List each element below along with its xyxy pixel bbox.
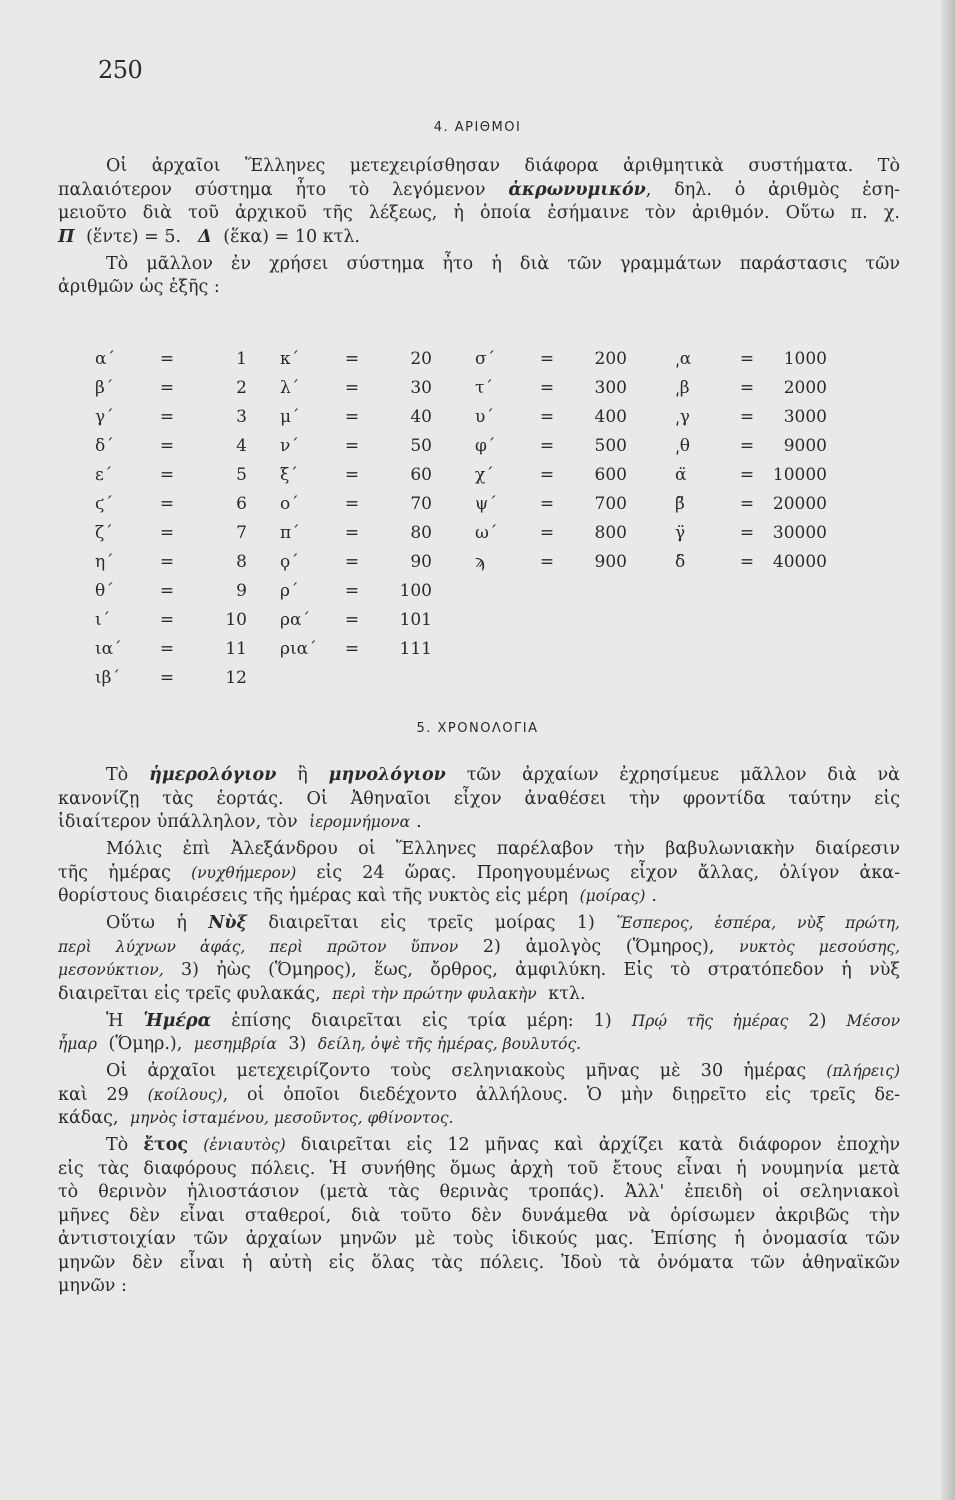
text-segment: διαιρεῖται εἰς 12 μῆνας καὶ ἀρχίζει κατὰ διάφορον ἐποχὴν bbox=[285, 1135, 900, 1155]
numeral-row bbox=[95, 461, 247, 490]
equals-sign: = bbox=[344, 349, 360, 369]
numeral-letter: γ΄ bbox=[95, 407, 114, 427]
numeral-value: 30 bbox=[410, 378, 432, 398]
bold-term: ἔτος bbox=[143, 1135, 189, 1155]
equals-sign: = bbox=[159, 639, 175, 659]
numeral-letter: φ΄ bbox=[475, 436, 496, 456]
numeral-value: 5 bbox=[236, 465, 247, 485]
text-segment: κτλ. bbox=[542, 983, 586, 1004]
italic-term: (νυχθήμερον) bbox=[191, 863, 297, 882]
text-segment: Οὕτω ἡ bbox=[106, 913, 209, 933]
text-segment: τὸ θερινὸν ἡλιοστάσιον (μετὰ τὰς θερινὰς τροπάς). Ἀλλ' ἐπειδὴ οἱ σεληνιακοὶ bbox=[58, 1182, 900, 1202]
equals-sign: = bbox=[739, 494, 755, 514]
numeral-value: 8 bbox=[236, 552, 247, 572]
numeral-value: 10 bbox=[225, 610, 247, 630]
paragraph bbox=[58, 155, 900, 249]
equals-sign: = bbox=[159, 610, 175, 630]
numeral-letter: η΄ bbox=[95, 552, 114, 572]
numeral-value: 50 bbox=[410, 436, 432, 456]
text-segment: Μόλις ἐπὶ Ἀλεξάνδρου οἱ Ἕλληνες παρέλαβον τὴν βαβυλωνιακὴν διαίρεσιν bbox=[106, 839, 900, 859]
equals-sign: = bbox=[344, 465, 360, 485]
numeral-value: 3 bbox=[236, 407, 247, 427]
numeral-row bbox=[280, 490, 432, 519]
numeral-letter: ια΄ bbox=[95, 639, 122, 659]
numeral-value: 900 bbox=[594, 552, 627, 572]
text-segment: διαιρεῖται εἰς τρεῖς μοίρας 1) bbox=[246, 913, 617, 933]
paragraph bbox=[58, 1010, 900, 1057]
numeral-value: 3000 bbox=[783, 407, 827, 427]
text-segment: τῆς ἡμέρας bbox=[58, 862, 192, 883]
numeral-letter: μ΄ bbox=[280, 407, 300, 427]
numeral-letter: α΄ bbox=[95, 349, 115, 369]
numeral-row bbox=[475, 461, 627, 490]
numeral-value: 4 bbox=[236, 436, 247, 456]
numeral-row bbox=[675, 403, 827, 432]
numeral-row bbox=[95, 403, 247, 432]
italic-term: νυκτὸς μεσούσης, bbox=[739, 937, 900, 956]
equals-sign: = bbox=[344, 639, 360, 659]
text-line bbox=[58, 1107, 900, 1131]
equals-sign: = bbox=[739, 349, 755, 369]
numeral-value: 20000 bbox=[772, 494, 827, 514]
text-line bbox=[58, 1084, 900, 1108]
numeral-letter: ͵β bbox=[675, 378, 690, 398]
numeral-letter: ι΄ bbox=[95, 610, 111, 630]
paragraph bbox=[58, 764, 900, 835]
equals-sign: = bbox=[344, 436, 360, 456]
numeral-row bbox=[475, 490, 627, 519]
italic-term: (ἐνιαυτὸς) bbox=[203, 1136, 286, 1154]
numeral-letter: ιβ΄ bbox=[95, 668, 120, 688]
section-numbers-text bbox=[58, 155, 900, 303]
numeral-row bbox=[675, 490, 827, 519]
numeral-value: 11 bbox=[225, 639, 247, 659]
text-line bbox=[58, 811, 900, 835]
numeral-letter: α̈ bbox=[675, 465, 687, 485]
equals-sign: = bbox=[344, 378, 360, 398]
italic-term: μεσονύκτιον, bbox=[58, 961, 164, 979]
numeral-letter: δ΄ bbox=[95, 436, 114, 456]
text-segment: μειοῦτο διὰ τοῦ ἀρχικοῦ τῆς λέξεως, ἡ ὁποία ἐσήμαινε τὸν ἀριθμόν. Οὕτω π. χ. bbox=[58, 203, 900, 223]
bold-term: Π bbox=[58, 226, 75, 247]
text-segment: εἰς 24 ὥρας. Προηγουμένως εἶχον ἄλλας, ὀλίγον ἀκα- bbox=[296, 862, 900, 883]
text-segment: (ἕκα) = 10 κτλ. bbox=[217, 226, 360, 247]
equals-sign: = bbox=[344, 581, 360, 601]
numeral-value: 40000 bbox=[772, 552, 827, 572]
numeral-row bbox=[280, 577, 432, 606]
text-line bbox=[58, 1252, 900, 1276]
numeral-row bbox=[95, 432, 247, 461]
numeral-value: 400 bbox=[594, 407, 627, 427]
numeral-letter: ϛ΄ bbox=[95, 494, 114, 514]
italic-term: Πρῴ τῆς ἡμέρας bbox=[631, 1011, 789, 1030]
text-segment: (Ὅμηρ.), bbox=[102, 1034, 188, 1054]
text-segment: Ἡ bbox=[106, 1010, 144, 1031]
page-number: 250 bbox=[98, 56, 143, 84]
text-line bbox=[58, 1134, 900, 1158]
italic-term: μεσημβρία bbox=[193, 1035, 277, 1053]
italic-term: (μοίρας) bbox=[579, 887, 646, 905]
text-line bbox=[58, 1010, 900, 1034]
numeral-letter: ψ΄ bbox=[475, 494, 497, 514]
text-segment: μῆνες δὲν εἶναι σταθεροί, διὰ τοῦτο δὲν δυνάμεθα νὰ ὁρίσωμεν ἀκριβῶς τὴν bbox=[58, 1205, 900, 1226]
text-line bbox=[58, 1228, 900, 1252]
text-segment: διαιρεῖται εἰς τρεῖς φυλακάς, bbox=[58, 983, 327, 1004]
numeral-letter: ρα΄ bbox=[280, 610, 310, 630]
numeral-value: 12 bbox=[225, 668, 247, 688]
text-line bbox=[58, 912, 900, 936]
text-segment: μηνῶν δὲν εἶναι ἡ αὐτὴ εἰς ὅλας τὰς πόλεις. Ἰδοὺ τὰ ὀνόματα τῶν ἀθηναϊκῶν bbox=[58, 1252, 900, 1273]
numeral-letter: β̈ bbox=[675, 494, 685, 514]
numeral-row bbox=[95, 606, 247, 635]
numeral-letter: ν΄ bbox=[280, 436, 299, 456]
text-line bbox=[58, 885, 900, 909]
numeral-value: 100 bbox=[399, 581, 432, 601]
equals-sign: = bbox=[539, 552, 555, 572]
numeral-value: 60 bbox=[410, 465, 432, 485]
numeral-letter: ω΄ bbox=[475, 523, 498, 543]
text-line bbox=[58, 202, 900, 226]
equals-sign: = bbox=[159, 436, 175, 456]
numeral-value: 9 bbox=[236, 581, 247, 601]
paragraph bbox=[58, 838, 900, 909]
numeral-row bbox=[675, 374, 827, 403]
numeral-row bbox=[675, 548, 827, 577]
text-segment: Οἱ ἀρχαῖοι μετεχειρίζοντο τοὺς σεληνιακοὺς μῆνας μὲ 30 ἡμέρας bbox=[106, 1061, 827, 1081]
paragraph bbox=[58, 1134, 900, 1299]
text-segment: ἰδιαίτερον ὑπάλληλον, τὸν bbox=[58, 812, 304, 832]
equals-sign: = bbox=[159, 465, 175, 485]
numeral-column bbox=[675, 345, 827, 577]
numeral-letter: ρια΄ bbox=[280, 639, 317, 659]
numeral-letter: χ΄ bbox=[475, 465, 494, 485]
equals-sign: = bbox=[539, 349, 555, 369]
italic-term: περὶ λύχνων ἁφάς, περὶ πρῶτον ὕπνον bbox=[58, 937, 459, 956]
numeral-row bbox=[675, 345, 827, 374]
paragraph bbox=[58, 253, 900, 300]
equals-sign: = bbox=[344, 407, 360, 427]
numeral-row bbox=[280, 432, 432, 461]
numeral-value: 40 bbox=[410, 407, 432, 427]
numeral-row bbox=[475, 548, 627, 577]
numeral-letter: ͵γ bbox=[675, 407, 690, 427]
numeral-letter: λ΄ bbox=[280, 378, 300, 398]
text-segment: καὶ 29 bbox=[58, 1084, 148, 1105]
numeral-letter: ͵α bbox=[675, 349, 692, 369]
numeral-row bbox=[95, 490, 247, 519]
numeral-column bbox=[280, 345, 432, 664]
numeral-value: 9000 bbox=[783, 436, 827, 456]
text-segment: Τὸ bbox=[106, 1135, 144, 1155]
text-segment: παλαιότερον σύστημα ἦτο τὸ λεγόμενον bbox=[58, 179, 509, 200]
page-edge bbox=[941, 0, 955, 1500]
italic-term: μηνὸς ἱσταμένου, μεσοῦντος, φθίνοντος. bbox=[130, 1109, 454, 1127]
numeral-row bbox=[675, 519, 827, 548]
numeral-letter: δ̈ bbox=[675, 552, 686, 572]
equals-sign: = bbox=[539, 465, 555, 485]
text-line bbox=[58, 1275, 900, 1299]
text-line bbox=[58, 226, 900, 250]
equals-sign: = bbox=[159, 494, 175, 514]
text-line bbox=[58, 1060, 900, 1084]
equals-sign: = bbox=[539, 436, 555, 456]
equals-sign: = bbox=[159, 668, 175, 688]
numeral-value: 700 bbox=[594, 494, 627, 514]
numeral-letter: ͵θ bbox=[675, 436, 690, 456]
numeral-row bbox=[475, 374, 627, 403]
equals-sign: = bbox=[344, 523, 360, 543]
text-line bbox=[58, 1181, 900, 1205]
text-segment: 2) ἀμολγὸς (Ὅμηρος), bbox=[458, 936, 740, 957]
italic-term: περὶ τὴν πρώτην φυλακὴν bbox=[332, 984, 537, 1003]
numeral-value: 200 bbox=[594, 349, 627, 369]
text-line bbox=[58, 983, 900, 1007]
text-segment: κάδας, bbox=[58, 1108, 125, 1128]
paragraph bbox=[58, 1060, 900, 1131]
bold-term: Νὺξ bbox=[208, 913, 247, 933]
equals-sign: = bbox=[344, 552, 360, 572]
equals-sign: = bbox=[159, 552, 175, 572]
text-line bbox=[58, 788, 900, 812]
text-segment: κανονίζῃ τὰς ἑορτάς. Οἱ Ἀθηναῖοι εἶχον ἀναθέσει τὴν φροντίδα ταύτην εἰς bbox=[58, 788, 900, 809]
numeral-row bbox=[95, 519, 247, 548]
italic-term: Μέσον bbox=[846, 1011, 900, 1030]
numeral-value: 20 bbox=[410, 349, 432, 369]
text-line bbox=[58, 1205, 900, 1229]
numeral-letter: ϡ bbox=[475, 552, 485, 572]
text-line bbox=[58, 1158, 900, 1182]
numeral-value: 600 bbox=[594, 465, 627, 485]
numeral-row bbox=[95, 374, 247, 403]
numeral-value: 7 bbox=[236, 523, 247, 543]
text-line bbox=[58, 862, 900, 886]
text-segment: Τὸ μᾶλλον ἐν χρήσει σύστημα ἦτο ἡ διὰ τῶν γραμμάτων παράστασις τῶν bbox=[106, 253, 900, 274]
numeral-row bbox=[475, 519, 627, 548]
numeral-letter: τ΄ bbox=[475, 378, 493, 398]
numeral-row bbox=[280, 519, 432, 548]
numeral-letter: ϙ΄ bbox=[280, 552, 299, 572]
numeral-letter: ε΄ bbox=[95, 465, 113, 485]
numeral-letter: ρ΄ bbox=[280, 581, 299, 601]
bold-term: Δ bbox=[198, 226, 212, 247]
text-segment: . bbox=[416, 812, 422, 832]
numeral-row bbox=[475, 403, 627, 432]
numeral-value: 101 bbox=[399, 610, 432, 630]
numeral-row bbox=[95, 548, 247, 577]
bold-term: ἀκρωνυμικόν bbox=[508, 179, 646, 200]
italic-term: ἦμαρ bbox=[58, 1035, 97, 1053]
text-line bbox=[58, 179, 900, 203]
numeral-value: 30000 bbox=[772, 523, 827, 543]
numeral-letter: β΄ bbox=[95, 378, 114, 398]
equals-sign: = bbox=[539, 407, 555, 427]
equals-sign: = bbox=[739, 378, 755, 398]
italic-term: (κοίλους) bbox=[147, 1085, 223, 1104]
numeral-value: 111 bbox=[399, 639, 432, 659]
italic-term: Ἕσπερος, ἑσπέρα, νὺξ πρώτη, bbox=[616, 914, 900, 932]
numeral-row bbox=[280, 606, 432, 635]
numeral-column bbox=[95, 345, 247, 693]
numeral-row bbox=[95, 577, 247, 606]
equals-sign: = bbox=[159, 378, 175, 398]
bold-term: Ἡμέρα bbox=[143, 1010, 212, 1031]
numeral-letter: κ΄ bbox=[280, 349, 300, 369]
numeral-value: 10000 bbox=[772, 465, 827, 485]
text-line bbox=[58, 959, 900, 983]
numeral-value: 70 bbox=[410, 494, 432, 514]
equals-sign: = bbox=[159, 581, 175, 601]
text-segment: ἀντιστοιχίαν τῶν ἀρχαίων μηνῶν μὲ τοὺς ἰδικούς μας. Ἐπίσης ἡ ὀνομασία τῶν bbox=[58, 1229, 900, 1249]
numeral-row bbox=[95, 635, 247, 664]
text-segment: 3) bbox=[282, 1034, 312, 1054]
numeral-letter: γ̈ bbox=[675, 523, 686, 543]
equals-sign: = bbox=[159, 523, 175, 543]
numeral-value: 90 bbox=[410, 552, 432, 572]
equals-sign: = bbox=[159, 407, 175, 427]
numeral-row bbox=[95, 345, 247, 374]
numeral-row bbox=[280, 403, 432, 432]
numeral-letter: ο΄ bbox=[280, 494, 299, 514]
text-segment: Οἱ ἀρχαῖοι Ἕλληνες μετεχειρίσθησαν διάφορα ἀριθμητικὰ συστήματα. Τὸ bbox=[106, 156, 900, 176]
numeral-row bbox=[95, 664, 247, 693]
numeral-column bbox=[475, 345, 627, 577]
text-segment bbox=[188, 1135, 203, 1155]
section-heading-chronology: 5. ΧΡΟΝΟΛΟΓΙΑ bbox=[416, 721, 539, 736]
text-line bbox=[58, 253, 900, 277]
bold-term: μηνολόγιον bbox=[328, 765, 446, 785]
numeral-row bbox=[675, 461, 827, 490]
numeral-row bbox=[280, 345, 432, 374]
equals-sign: = bbox=[739, 436, 755, 456]
numeral-value: 500 bbox=[594, 436, 627, 456]
text-segment: ἐπίσης διαιρεῖται εἰς τρία μέρη: 1) bbox=[211, 1010, 632, 1031]
text-segment: ἀριθμῶν ὡς ἑξῆς : bbox=[58, 277, 220, 297]
text-line bbox=[58, 838, 900, 862]
text-segment: θορίστους διαιρέσεις τῆς ἡμέρας καὶ τῆς νυκτὸς εἰς μέρη bbox=[58, 886, 574, 906]
numeral-value: 800 bbox=[594, 523, 627, 543]
equals-sign: = bbox=[739, 465, 755, 485]
equals-sign: = bbox=[539, 523, 555, 543]
numeral-row bbox=[675, 432, 827, 461]
text-line bbox=[58, 764, 900, 788]
text-segment: εἰς τὰς διαφόρους πόλεις. Ἡ συνήθης ὅμως ἀρχὴ τοῦ ἔτους εἶναι ἡ νουμηνία μετὰ bbox=[58, 1158, 900, 1179]
numeral-letter: θ΄ bbox=[95, 581, 114, 601]
numeral-value: 80 bbox=[410, 523, 432, 543]
numeral-row bbox=[280, 374, 432, 403]
text-segment: , δηλ. ὁ ἀριθμὸς ἐση- bbox=[645, 179, 900, 200]
numeral-letter: υ΄ bbox=[475, 407, 494, 427]
text-line bbox=[58, 936, 900, 960]
equals-sign: = bbox=[739, 523, 755, 543]
equals-sign: = bbox=[344, 494, 360, 514]
numeral-row bbox=[280, 461, 432, 490]
text-segment: τῶν ἀρχαίων ἐχρησίμευε μᾶλλον διὰ νὰ bbox=[445, 765, 900, 785]
italic-term: δείλη, ὀψὲ τῆς ἡμέρας, βουλυτός. bbox=[317, 1035, 582, 1053]
numeral-value: 300 bbox=[594, 378, 627, 398]
text-segment: 3) ἠὼς (Ὅμηρος), ἕως, ὄρθρος, ἀμφιλύκη. Εἰς τὸ στρατόπεδον ἡ νὺξ bbox=[163, 960, 900, 980]
equals-sign: = bbox=[739, 552, 755, 572]
text-segment: ἢ bbox=[276, 765, 329, 785]
numeral-row bbox=[280, 548, 432, 577]
paragraph bbox=[58, 912, 900, 1006]
equals-sign: = bbox=[739, 407, 755, 427]
text-segment: 2) bbox=[788, 1010, 847, 1031]
equals-sign: = bbox=[344, 610, 360, 630]
numeral-value: 2000 bbox=[783, 378, 827, 398]
bold-term: ἡμερολόγιον bbox=[149, 765, 277, 785]
text-segment: μηνῶν : bbox=[58, 1276, 127, 1296]
text-segment: . bbox=[651, 886, 657, 906]
equals-sign: = bbox=[539, 378, 555, 398]
italic-term: ἱερομνήμονα bbox=[309, 813, 411, 831]
numeral-letter: π΄ bbox=[280, 523, 300, 543]
text-segment: (ἕντε) = 5. bbox=[80, 226, 193, 247]
numeral-row bbox=[475, 345, 627, 374]
section-heading-numbers: 4. ΑΡΙΘΜΟΙ bbox=[433, 120, 522, 135]
text-line bbox=[58, 276, 900, 300]
numeral-row bbox=[280, 635, 432, 664]
text-segment: , οἱ ὁποῖοι διεδέχοντο ἀλλήλους. Ὁ μὴν διῃρεῖτο εἰς τρεῖς δε- bbox=[222, 1084, 900, 1105]
numeral-letter: ξ΄ bbox=[280, 465, 298, 485]
section-chronology-text bbox=[58, 764, 900, 1302]
numeral-letter: σ΄ bbox=[475, 349, 496, 369]
equals-sign: = bbox=[539, 494, 555, 514]
numeral-value: 6 bbox=[236, 494, 247, 514]
equals-sign: = bbox=[159, 349, 175, 369]
italic-term: (πλήρεις) bbox=[826, 1062, 900, 1080]
text-line bbox=[58, 155, 900, 179]
numeral-letter: ζ΄ bbox=[95, 523, 113, 543]
text-line bbox=[58, 1033, 900, 1057]
numeral-value: 1 bbox=[236, 349, 247, 369]
text-segment: Τὸ bbox=[106, 765, 150, 785]
numeral-value: 2 bbox=[236, 378, 247, 398]
numeral-value: 1000 bbox=[783, 349, 827, 369]
numeral-row bbox=[475, 432, 627, 461]
